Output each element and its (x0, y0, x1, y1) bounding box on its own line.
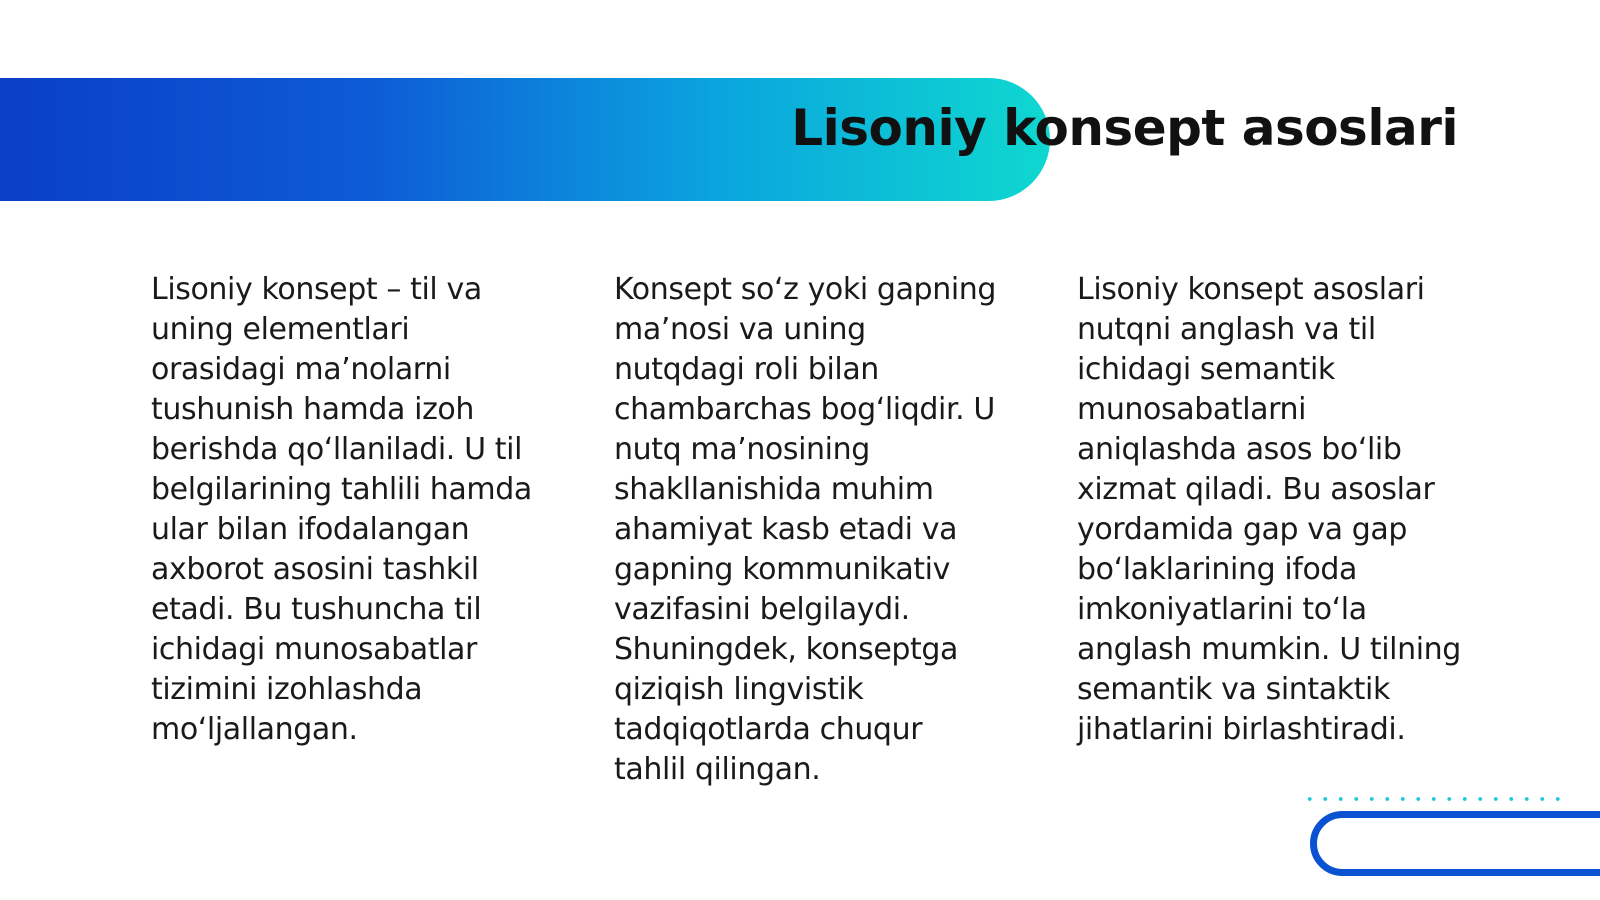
text-column-3: Lisoniy konsept asoslari nutqni anglash va til ichidagi semantik munosabatlarni aniqlashda asos bo‘lib xizmat qiladi. Bu asoslar yordamida gap va gap bo‘laklarining ifoda imkoniyatlarini to‘la anglash mumkin. U tilning semantik va sintaktik jihatlarini birlashtiradi. (1077, 272, 1461, 747)
decorative-ring (1310, 811, 1600, 876)
text-column-1: Lisoniy konsept – til va uning elementlari orasidagi ma’nolarni tushunish hamda izoh berishda qo‘llaniladi. U til belgilarining tahlili hamda ular bilan ifodalangan axborot asosini tashkil etadi. Bu tushuncha til ichidagi munosabatlar tizimini izohlashda mo‘ljallangan. (151, 272, 532, 747)
text-column-2: Konsept so‘z yoki gapning ma’nosi va uning nutqdagi roli bilan chambarchas bog‘liqdir. U nutq ma’nosining shakllanishida muhim ahamiyat kasb etadi va gapning kommunikativ vazifasini belgilaydi. Shuningdek, konseptga qiziqish lingvistik tadqiqotlarda chuqur tahlil qilingan. (614, 272, 997, 787)
decorative-dots (1302, 795, 1562, 803)
slide-title: Lisoniy konsept asoslari (791, 99, 1458, 157)
